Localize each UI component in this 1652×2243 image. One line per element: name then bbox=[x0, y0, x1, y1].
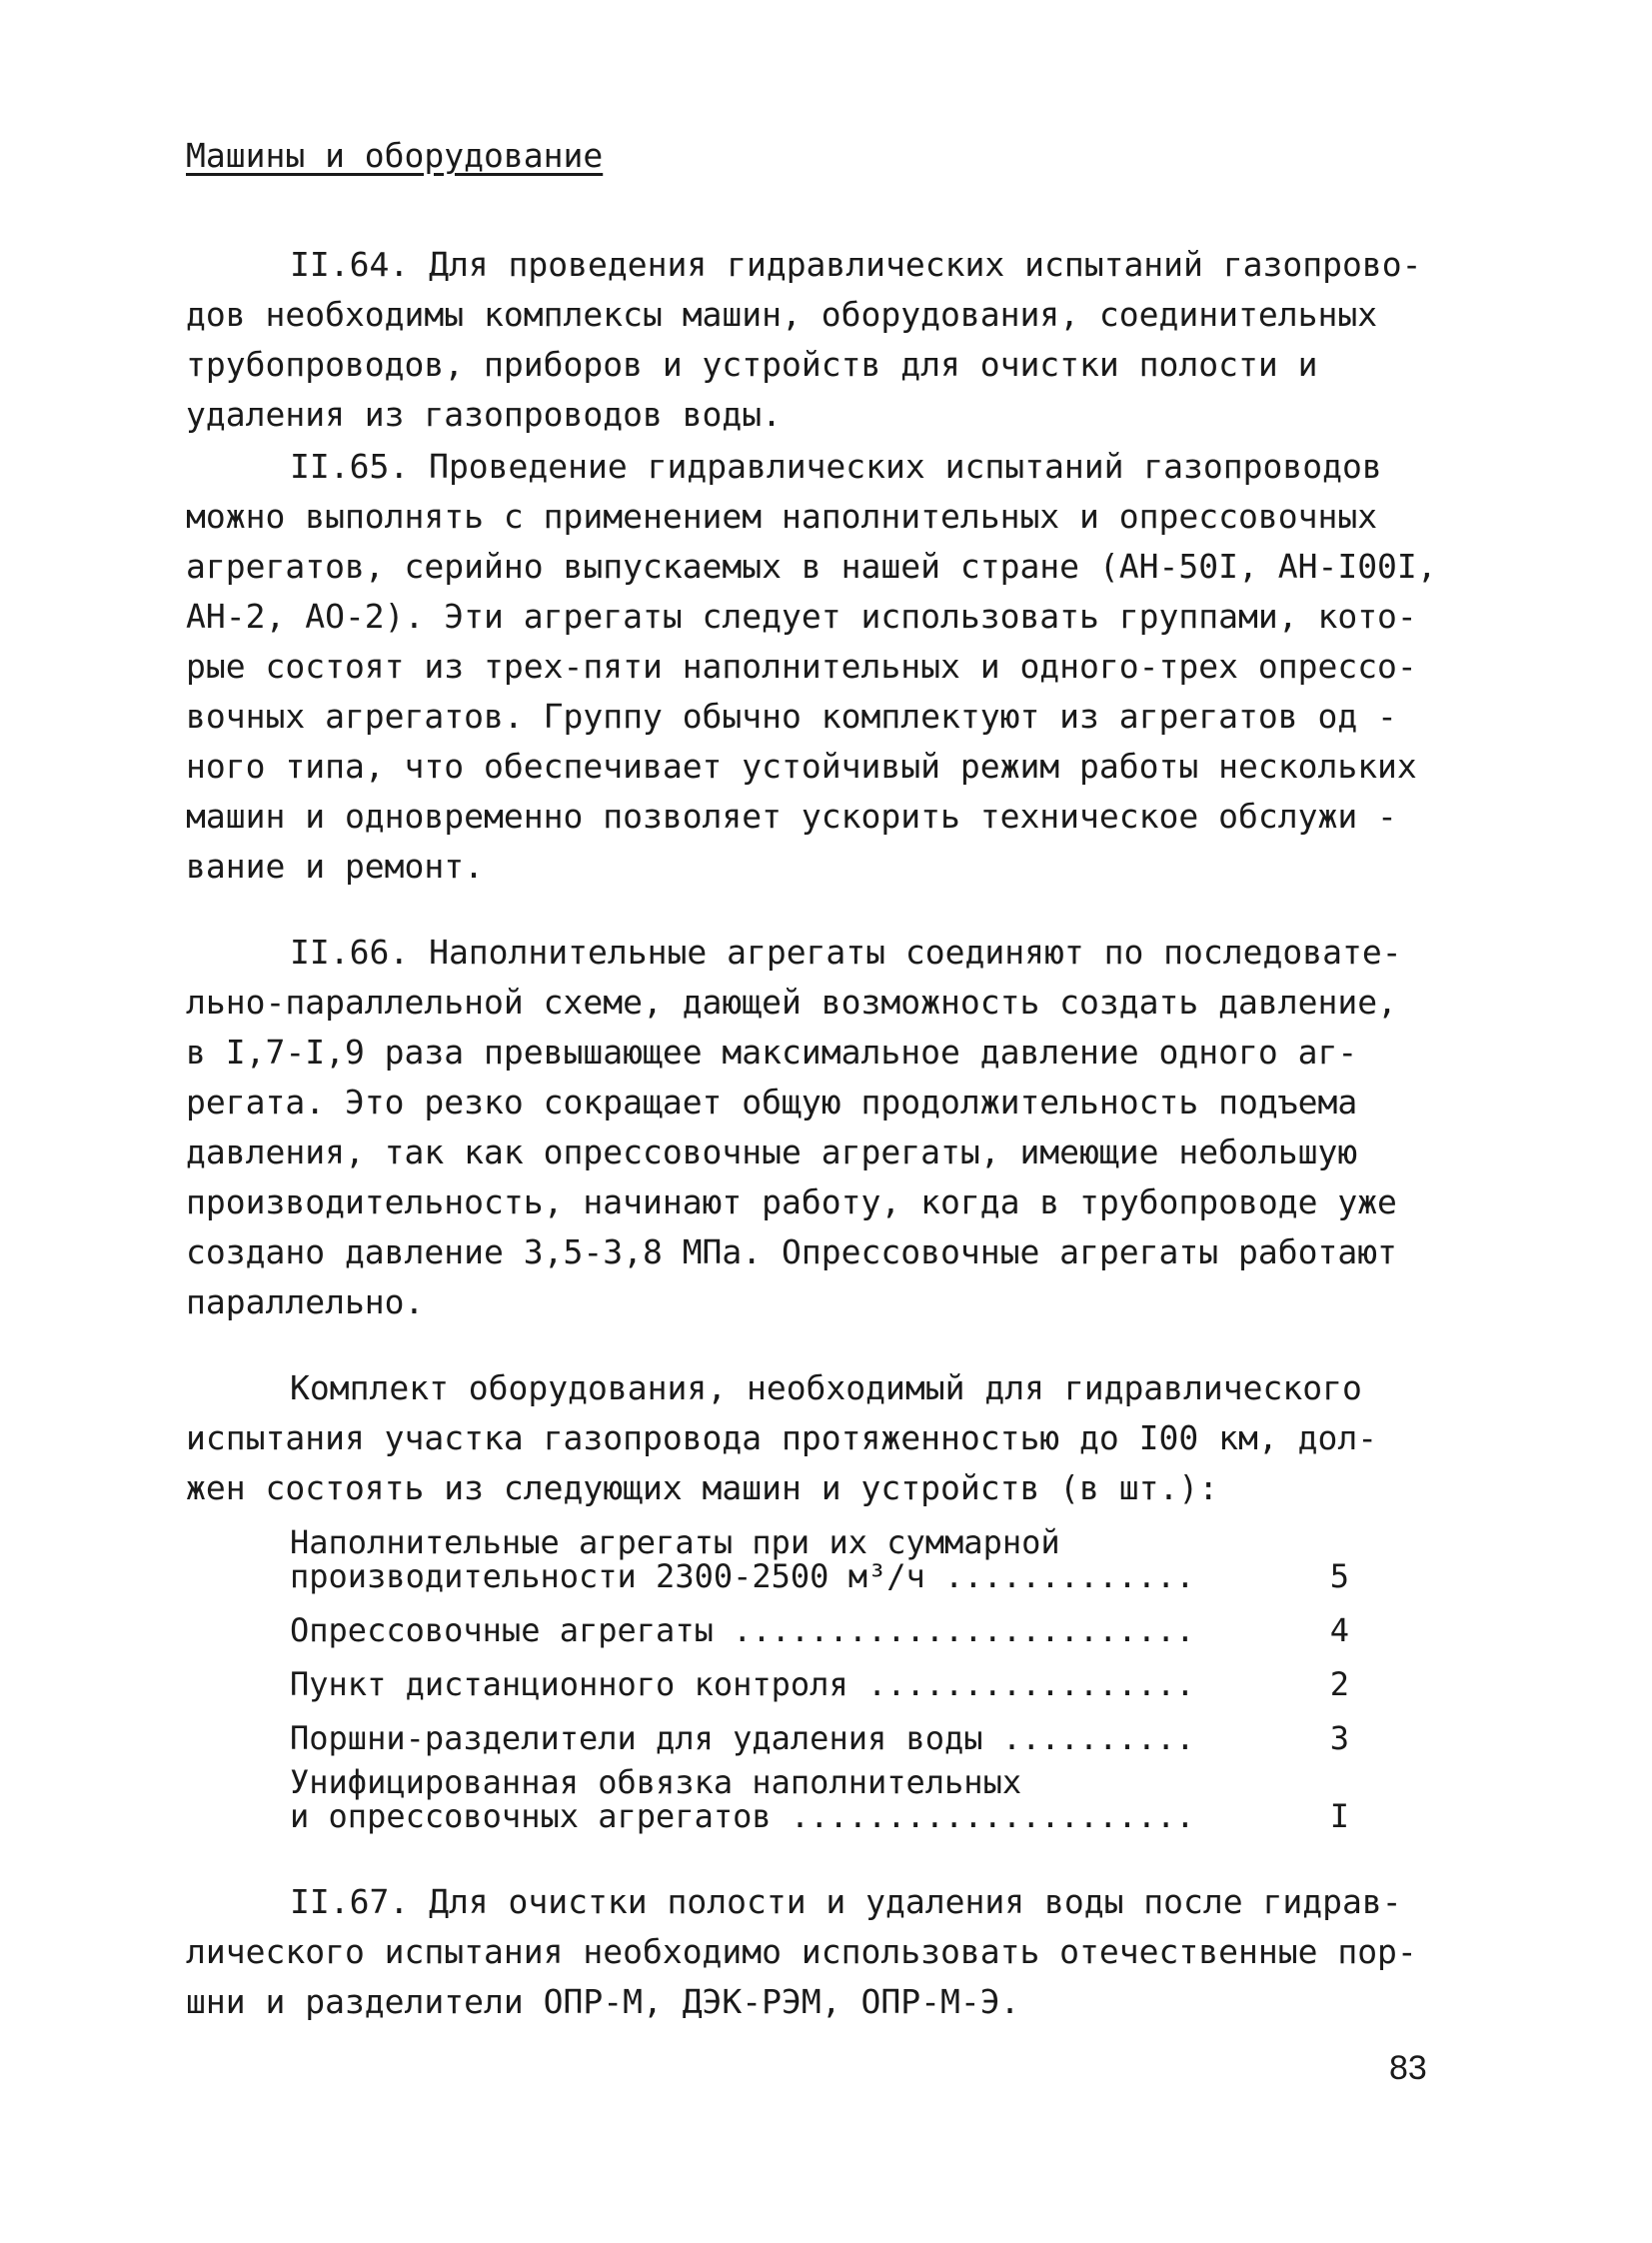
paragraph-11-65 bbox=[186, 442, 1437, 892]
text-line: трубопроводов, приборов и устройств для очистки полости и bbox=[186, 345, 1318, 384]
text-line: удаления из газопроводов воды. bbox=[186, 395, 783, 434]
text-line: II.67. Для очистки полости и удаления воды после гидрав- bbox=[290, 1882, 1402, 1921]
equipment-item-line: Наполнительные агрегаты при их суммарной bbox=[290, 1523, 1060, 1561]
text-line: лического испытания необходимо использовать отечественные пор- bbox=[186, 1932, 1417, 1971]
equipment-item-label bbox=[290, 1667, 1309, 1701]
equipment-item-quantity: 4 bbox=[1329, 1611, 1349, 1649]
paragraph-11-66 bbox=[186, 928, 1402, 1327]
equipment-item-line: производительности 2300-2500 м³/ч ............. bbox=[290, 1557, 1195, 1595]
paragraph-11-64 bbox=[186, 240, 1421, 440]
text-line: создано давление 3,5-3,8 МПа. Опрессовочные агрегаты работают bbox=[186, 1232, 1397, 1271]
text-line: вочных агрегатов. Группу обычно комплектуют из агрегатов од - bbox=[186, 697, 1397, 736]
text-line: дов необходимы комплексы машин, оборудования, соединительных bbox=[186, 295, 1378, 334]
text-line: АН-2, АО-2). Эти агрегаты следует использовать группами, кото- bbox=[186, 597, 1417, 636]
equipment-item bbox=[290, 1657, 1349, 1701]
equipment-item-quantity: 3 bbox=[1329, 1719, 1349, 1757]
equipment-item-label bbox=[290, 1613, 1309, 1647]
equipment-item-line: и опрессовочных агрегатов ..................... bbox=[290, 1797, 1195, 1835]
equipment-item-line: Пункт дистанционного контроля ................. bbox=[290, 1665, 1195, 1703]
text-line: ного типа, что обеспечивает устойчивый режим работы нескольких bbox=[186, 747, 1417, 786]
equipment-item-line: Поршни-разделители для удаления воды .......... bbox=[290, 1719, 1195, 1757]
section-heading: Машины и оборудование bbox=[186, 136, 604, 175]
text-line: в I,7-I,9 раза превышающее максимальное давление одного аг- bbox=[186, 1033, 1358, 1072]
text-line: шни и разделители ОПР-М, ДЭК-РЭМ, ОПР-М-Э. bbox=[186, 1982, 1020, 2021]
text-line: Комплект оборудования, необходимый для гидравлического bbox=[290, 1368, 1362, 1407]
equipment-item-line: Опрессовочные агрегаты ........................ bbox=[290, 1611, 1195, 1649]
text-line: можно выполнять с применением наполнительных и опрессовочных bbox=[186, 497, 1378, 536]
text-line: II.65. Проведение гидравлических испытаний газопроводов bbox=[290, 447, 1382, 486]
paragraph-11-67 bbox=[186, 1877, 1417, 2027]
equipment-item-quantity: 5 bbox=[1329, 1557, 1349, 1595]
equipment-item-quantity: 2 bbox=[1329, 1665, 1349, 1703]
text-line: льно-параллельной схеме, дающей возможность создать давление, bbox=[186, 983, 1397, 1022]
equipment-item-label bbox=[290, 1765, 1309, 1833]
text-line: производительность, начинают работу, когда в трубопроводе уже bbox=[186, 1182, 1397, 1221]
equipment-item-line: Унифицированная обвязка наполнительных bbox=[290, 1763, 1022, 1801]
text-line: II.66. Наполнительные агрегаты соединяют по последовате- bbox=[290, 933, 1402, 972]
equipment-item bbox=[290, 1765, 1349, 1833]
text-line: параллельно. bbox=[186, 1282, 425, 1321]
text-line: вание и ремонт. bbox=[186, 847, 485, 886]
text-line: давления, так как опрессовочные агрегаты, имеющие небольшую bbox=[186, 1132, 1358, 1171]
equipment-item bbox=[290, 1711, 1349, 1755]
text-line: агрегатов, серийно выпускаемых в нашей стране (АН-50I, АН-I00I, bbox=[186, 547, 1437, 586]
text-line: II.64. Для проведения гидравлических испытаний газопрово- bbox=[290, 245, 1422, 284]
equipment-item bbox=[290, 1525, 1349, 1593]
text-line: рые состоят из трех-пяти наполнительных и одного-трех опрессо- bbox=[186, 647, 1417, 686]
equipment-list bbox=[290, 1525, 1349, 1843]
text-line: машин и одновременно позволяет ускорить техническое обслужи - bbox=[186, 797, 1397, 836]
equipment-item-quantity: I bbox=[1329, 1797, 1349, 1835]
equipment-item-label bbox=[290, 1525, 1309, 1593]
page-number: 83 bbox=[1389, 2049, 1427, 2087]
equipment-item bbox=[290, 1603, 1349, 1647]
text-line: жен состоять из следующих машин и устройств (в шт.): bbox=[186, 1468, 1219, 1507]
text-line: испытания участка газопровода протяженностью до I00 км, дол- bbox=[186, 1418, 1378, 1457]
text-line: регата. Это резко сокращает общую продолжительность подъема bbox=[186, 1083, 1358, 1122]
equipment-kit-intro bbox=[186, 1363, 1377, 1513]
equipment-item-label bbox=[290, 1721, 1309, 1755]
